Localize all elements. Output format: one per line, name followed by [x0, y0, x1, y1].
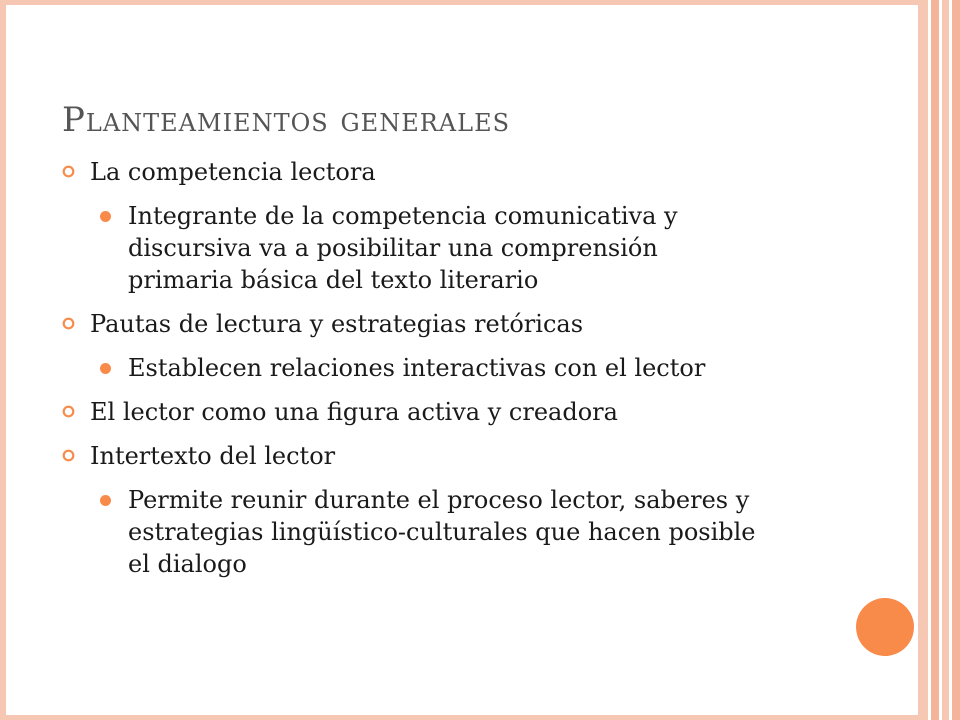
decorative-circle	[856, 598, 914, 656]
circle-outline-icon	[62, 317, 75, 330]
filled-dot-icon	[100, 495, 111, 506]
bullet-text: La competencia lectora	[90, 158, 376, 186]
slide-content	[62, 150, 882, 592]
slide-title: Planteamientos generales	[62, 100, 511, 140]
circle-outline-icon	[62, 405, 75, 418]
slide-border-left	[0, 0, 6, 720]
stripe	[918, 0, 928, 720]
slide-border-bottom	[0, 715, 918, 720]
circle-outline-icon	[62, 449, 75, 462]
sub-bullet-line: el dialogo	[128, 550, 247, 578]
bullet-text: El lector como una figura activa y creadora	[90, 398, 618, 426]
bullet-text: Pautas de lectura y estrategias retóricas	[90, 310, 584, 338]
decorative-stripes	[918, 0, 960, 720]
sub-bullet-item	[100, 200, 882, 296]
bullet-text: Intertexto del lector	[90, 442, 336, 470]
sub-bullet-line: primaria básica del texto literario	[128, 266, 539, 294]
bullet-item	[62, 396, 882, 428]
stripe	[952, 0, 960, 720]
sub-bullet-item	[100, 352, 882, 384]
slide-border-top	[0, 0, 918, 5]
circle-outline-icon	[62, 165, 75, 178]
sub-bullet-line: Permite reunir durante el proceso lector, saberes y	[128, 486, 750, 514]
stripe	[942, 0, 949, 720]
stripe	[931, 0, 939, 720]
sub-bullet-line: discursiva va a posibilitar una comprensión	[128, 234, 658, 262]
bullet-item	[62, 440, 882, 472]
sub-bullet-line: estrategias lingüístico-culturales que hacen posible	[128, 518, 756, 546]
sub-bullet-line: Integrante de la competencia comunicativa y	[128, 202, 678, 230]
sub-bullet-item	[100, 484, 882, 580]
sub-bullet-line: Establecen relaciones interactivas con el lector	[128, 354, 706, 382]
bullet-item	[62, 156, 882, 188]
bullet-item	[62, 308, 882, 340]
filled-dot-icon	[100, 211, 111, 222]
filled-dot-icon	[100, 363, 111, 374]
